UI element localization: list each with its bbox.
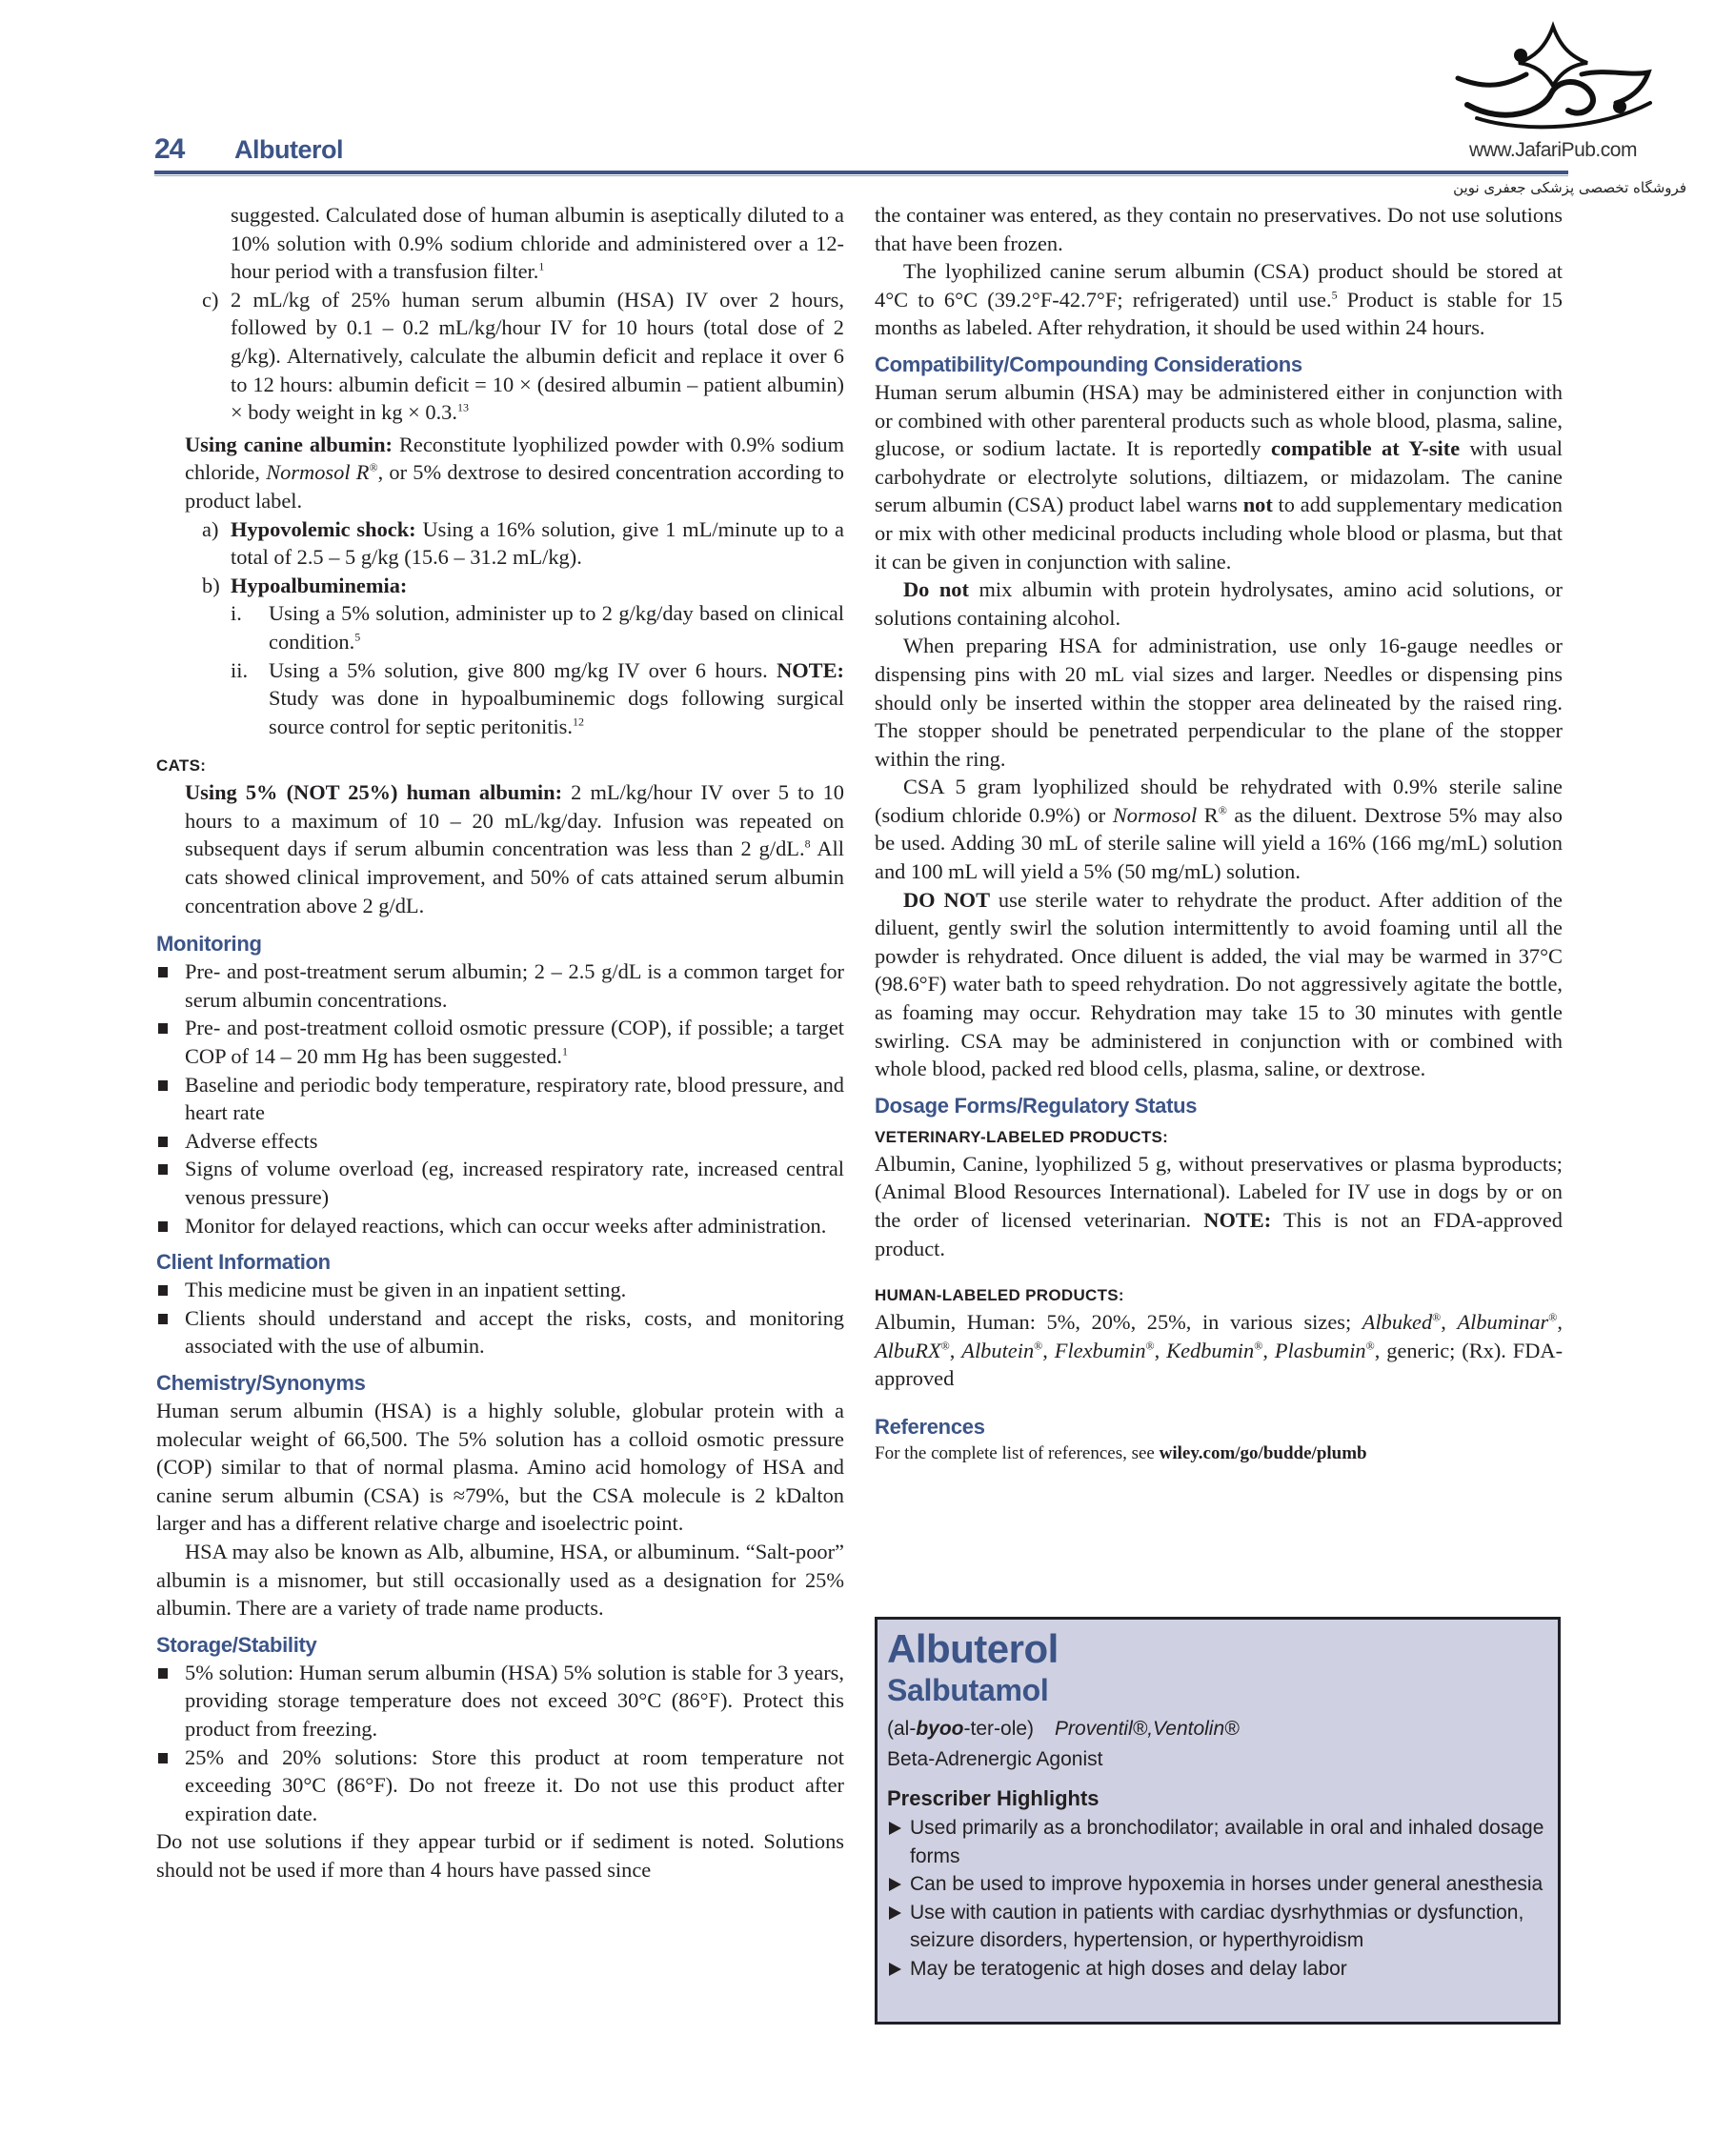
header-rule-shadow xyxy=(154,175,1568,176)
prescriber-highlights-heading: Prescriber Highlights xyxy=(887,1786,1100,1810)
left-column xyxy=(156,201,844,1884)
veterinary-products-paragraph: Albumin, Canine, lyophilized 5 g, without preservatives or plasma byproducts; (Animal Blood Resources International). Labeled for IV use in dogs by or on the order of licensed veterinarian. NOTE: This is not an FDA-approved product. xyxy=(875,1151,1563,1260)
section-heading-storage: Storage/Stability xyxy=(156,1632,317,1657)
registered-mark: ® xyxy=(1145,1339,1155,1353)
publisher-url: www.JafariPub.com xyxy=(1469,139,1637,161)
dosage-item-ii: ii. Using a 5% solution, give 800 mg/kg IV over 6 hours. NOTE: Study was done in hypoalbuminemic dogs following surgical source control for septic peritonitis.$^{12}$ xyxy=(231,657,844,738)
species-heading-cats: CATS: xyxy=(156,756,207,776)
triangle-bullet-icon xyxy=(889,1878,901,1891)
list-item: Pre- and post-treatment serum albumin; 2 – 2.5 g/dL is a common target for serum albumin concentrations. xyxy=(156,957,844,1014)
registered-mark: ® xyxy=(940,1339,950,1353)
synonyms-paragraph: HSA may also be known as Alb, albumine, HSA, or albuminum. “Salt-poor” albumin is a misnomer, but still occasionally used as a designation for 25% albumin. There are a variety of trade name products. xyxy=(156,1539,844,1621)
brand-name: Plasbumin xyxy=(1274,1338,1366,1362)
publisher-persian-text: فروشگاه تخصصی پزشکی جعفری نوین xyxy=(1453,179,1686,196)
page-number: 24 xyxy=(154,133,185,165)
citation: 13 xyxy=(456,400,469,414)
drug-title: Albuterol xyxy=(887,1626,1059,1671)
list-item: Used primarily as a bronchodilator; available in oral and inhaled dosage forms xyxy=(887,1814,1548,1870)
veterinary-products-heading: VETERINARY-LABELED PRODUCTS: xyxy=(875,1127,1169,1146)
list-item: May be teratogenic at high doses and delay labor xyxy=(887,1955,1548,1984)
list-item: Clients should understand and accept the risks, costs, and monitoring associated with the use of albumin. xyxy=(156,1304,844,1360)
do-not-mix-paragraph: Do not mix albumin with protein hydrolysates, amino acid solutions, or solutions containing alcohol. xyxy=(875,577,1563,630)
pronunciation-line: (al-byoo-ter-ole) Proventil®,Ventolin® xyxy=(887,1718,1240,1740)
references-paragraph: For the complete list of references, see wiley.com/go/budde/plumb xyxy=(875,1442,1367,1463)
references-link[interactable]: wiley.com/go/budde/plumb xyxy=(1159,1442,1367,1463)
dosage-item-i: i. Using a 5% solution, administer up to 2 g/kg/day based on clinical condition.$^5$ xyxy=(231,601,844,654)
brand-name: Flexbumin xyxy=(1054,1338,1146,1362)
storage-list xyxy=(156,1659,844,1828)
bullet-square-icon xyxy=(158,1314,168,1324)
csa-storage-paragraph: The lyophilized canine serum albumin (CSA) product should be stored at 4°C to 6°C (39.2°F-42.7°F; refrigerated) until use.$^5$ Product is stable for 15 months as labeled. After rehydration, it should be used within 24 hours. xyxy=(875,259,1563,340)
storage-paragraph: Do not use solutions if they appear turbid or if sediment is noted. Solutions should not be used if more than 4 hours have passed since xyxy=(156,1829,844,1882)
human-products-heading: HUMAN-LABELED PRODUCTS: xyxy=(875,1286,1124,1305)
lead-label: Using canine albumin: xyxy=(185,432,393,456)
bullet-square-icon xyxy=(158,1668,168,1679)
section-heading-dosage-forms: Dosage Forms/Regulatory Status xyxy=(875,1093,1198,1118)
section-heading-references: References xyxy=(875,1414,985,1439)
registered-mark: ® xyxy=(1254,1339,1263,1353)
brand-name-list: Albuked®, Albuminar®, AlbuRX®, Albutein®, Flexbumin®, Kedbumin®, Plasbumin®, xyxy=(875,1310,1563,1362)
triangle-bullet-icon xyxy=(889,1906,901,1920)
bullet-square-icon xyxy=(158,1285,168,1296)
item-label: c) xyxy=(202,287,219,312)
compatibility-paragraph: Human serum albumin (HSA) may be administered either in conjunction with or combined with other parenteral products such as whole blood, plasma, saline, glucose, or sodium lactate. It is reportedly compatible at Y-site with usual carbohydrate or electrolyte solutions, diltiazem, or midazolam. The canine serum albumin (CSA) product label warns not to add supplementary medication or mix with other medicinal products including whole blood or plasma, but that it can be given in conjunction with saline. xyxy=(875,379,1564,574)
human-products-paragraph: Albumin, Human: 5%, 20%, 25%, in various sizes; Albuked®, Albuminar®, AlbuRX®, Albutein®, Flexbumin®, Kedbumin®, Plasbumin®, generic; (Rx). FDA-approved xyxy=(875,1310,1564,1391)
registered-mark: ® xyxy=(1034,1339,1043,1353)
registered-mark: ® xyxy=(1365,1339,1375,1353)
section-heading-client-information: Client Information xyxy=(156,1250,331,1275)
bullet-square-icon xyxy=(158,1221,168,1232)
running-title: Albuterol xyxy=(234,135,343,164)
triangle-bullet-icon xyxy=(889,1822,901,1835)
section-heading-chemistry: Chemistry/Synonyms xyxy=(156,1370,366,1395)
bullet-square-icon xyxy=(158,1753,168,1763)
right-column xyxy=(875,201,1563,1466)
triangle-bullet-icon xyxy=(889,1963,901,1976)
list-item: Signs of volume overload (eg, increased respiratory rate, increased central venous pressure) xyxy=(156,1155,844,1211)
brand-name: Albutein xyxy=(961,1338,1035,1362)
bullet-square-icon xyxy=(158,1137,168,1147)
storage-continued-paragraph: the container was entered, as they contain no preservatives. Do not use solutions that have been frozen. xyxy=(875,203,1563,255)
list-item: This medicine must be given in an inpatient setting. xyxy=(156,1276,844,1304)
drug-alternate-name: Salbutamol xyxy=(887,1673,1049,1707)
citation: 1 xyxy=(538,259,545,273)
jafaripub-calligraphy-logo-icon xyxy=(1439,19,1667,133)
drug-class: Beta-Adrenergic Agonist xyxy=(887,1748,1103,1770)
bullet-square-icon xyxy=(158,1080,168,1091)
prescriber-highlights-list xyxy=(887,1814,1548,1983)
brand-name: Albuminar xyxy=(1457,1310,1549,1335)
brand-name: Kedbumin xyxy=(1166,1338,1255,1362)
dosage-item-b: b) Hypoalbuminemia: xyxy=(202,573,408,597)
monitoring-list xyxy=(156,957,844,1239)
cats-dosage-paragraph: Using 5% (NOT 25%) human albumin: 2 mL/kg/hour IV over 5 to 10 hours to a maximum of 10 – 20 mL/kg/day. Infusion was repeated on subsequent days if serum albumin concentration was less than 2 g/dL.$^8$ All cats showed clinical improvement, and 50% of cats attained serum albumin concentration above 2 g/dL. xyxy=(185,780,844,917)
registered-mark: ® xyxy=(1548,1310,1558,1324)
client-information-list xyxy=(156,1276,844,1360)
brand-name: Albuked xyxy=(1362,1310,1433,1335)
list-item: Pre- and post-treatment colloid osmotic pressure (COP), if possible; a target COP of 14 – 20 mm Hg has been suggested.$^1$ xyxy=(156,1014,844,1070)
dosage-continued-paragraph: suggested. Calculated dose of human albumin is aseptically diluted to a 10% solution with 0.9% sodium chloride and administered over a 12-hour period with a transfusion filter.$^1$ xyxy=(231,203,844,284)
section-heading-compatibility: Compatibility/Compounding Considerations xyxy=(875,352,1302,376)
monograph-header-box xyxy=(875,1617,1561,2025)
publisher-watermark xyxy=(1429,19,1686,196)
list-item: Baseline and periodic body temperature, respiratory rate, blood pressure, and heart rate xyxy=(156,1071,844,1127)
bullet-square-icon xyxy=(158,1164,168,1175)
list-item: Monitor for delayed reactions, which can occur weeks after administration. xyxy=(156,1212,844,1240)
section-heading-monitoring: Monitoring xyxy=(156,932,262,957)
list-item: Adverse effects xyxy=(156,1127,844,1156)
list-item: 25% and 20% solutions: Store this product at room temperature not exceeding 30°C (86°F). Do not freeze it. Do not use this product after expiration date. xyxy=(156,1743,844,1828)
list-item: 5% solution: Human serum albumin (HSA) 5% solution is stable for 3 years, providing storage temperature does not exceed 30°C (86°F). Protect this product from freezing. xyxy=(156,1659,844,1743)
canine-albumin-paragraph: Using canine albumin: Reconstitute lyophilized powder with 0.9% sodium chloride, Normosol R®, or 5% dextrose to desired concentration according to product label. xyxy=(185,432,845,513)
preparation-paragraph: When preparing HSA for administration, use only 16-gauge needles or dispensing pins with 20 mL vial sizes and larger. Needles or dispensing pins should only be inserted within the stopper area delineated by the raised ring. The stopper should be penetrated perpendicular to the plane of the stopper within the ring. xyxy=(875,634,1563,771)
dosage-item-c: c) 2 mL/kg of 25% human serum albumin (HSA) IV over 2 hours, followed by 0.1 – 0.2 mL/kg/hour IV for 10 hours (total dose of 2 g/kg). Alternatively, calculate the albumin deficit and replace it over 6 to 12 hours: albumin deficit = 10 × (desired albumin – patient albumin) × body weight in kg × 0.3.13 xyxy=(202,287,844,425)
registered-mark: ® xyxy=(1432,1310,1442,1324)
rehydration-paragraph: CSA 5 gram lyophilized should be rehydrated with 0.9% sterile saline (sodium chloride 0.9%) or Normosol R® as the diluent. Dextrose 5% may also be used. Adding 30 mL of sterile saline will yield a 16% (166 mg/mL) solution and 100 mL will yield a 5% (50 mg/mL) solution. xyxy=(875,775,1563,884)
list-item: Can be used to improve hypoxemia in horses under general anesthesia xyxy=(887,1870,1548,1899)
header-rule xyxy=(154,171,1568,174)
chemistry-paragraph: Human serum albumin (HSA) is a highly soluble, globular protein with a molecular weight of 66,500. The 5% solution has a colloid osmotic pressure (COP) similar to that of normal plasma. Amino acid homology of HSA and canine serum albumin (CSA) is ≈79%, but the CSA molecule is 2 kDalton larger and has a different relative charge and isoelectric point. xyxy=(156,1398,844,1536)
bullet-square-icon xyxy=(158,967,168,977)
bullet-square-icon xyxy=(158,1023,168,1034)
dosage-item-a: a) Hypovolemic shock: Using a 16% solution, give 1 mL/minute up to a total of 2.5 – 5 g/kg (15.6 – 31.2 mL/kg). xyxy=(202,516,844,570)
sterile-water-warning-paragraph: DO NOT use sterile water to rehydrate the product. After addition of the diluent, gently swirl the solution intermittently to avoid foaming until all the powder is rehydrated. Once diluent is added, the vial may be warmed in 37°C (98.6°F) water bath to speed rehydration. Do not aggressively agitate the bottle, as foaming may occur. Rehydration may take 15 to 30 minutes with gentle swirling. CSA may be administered in conjunction with or combined with whole blood, packed red blood cells, plasma, saline, or dextrose. xyxy=(875,887,1563,1081)
brand-names: Proventil®,Ventolin® xyxy=(1055,1718,1240,1740)
list-item: Use with caution in patients with cardiac dysrhythmias or dysfunction, seizure disorders, hypertension, or hyperthyroidism xyxy=(887,1899,1548,1955)
brand-name: AlbuRX xyxy=(875,1338,941,1362)
